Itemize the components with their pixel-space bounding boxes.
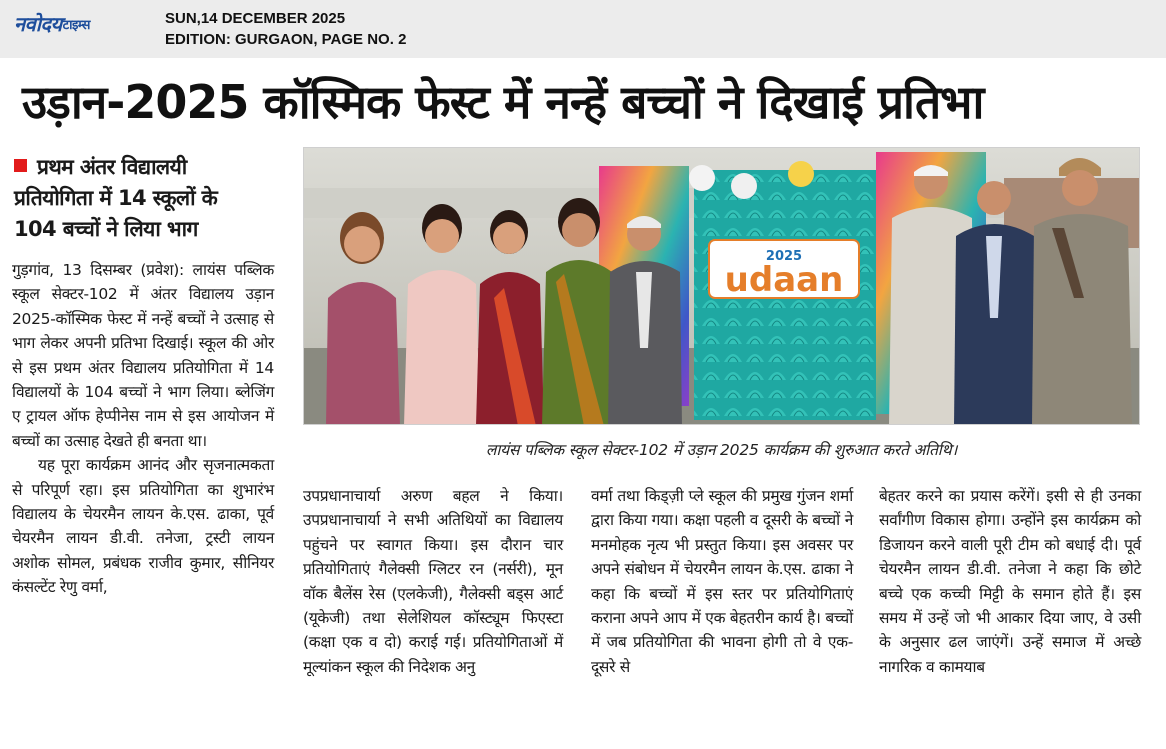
article-paragraph: उपप्रधानाचार्या अरुण बहल ने किया। उपप्रधानाचार्या ने सभी अतिथियों का विद्यालय पहुंचने पर स्वागत किया। इस दौरान चार प्रतियोगिताएं गैलेक्सी ग्लिटर रन (नर्सरी), मून वॉक बैलेंस रेस (एलकेजी), गैलेक्सी बड्स आर्ट (यूकेजी) तथा सेलेशियल कॉस्ट्यूम फिएस्टा (कक्षा एक व दो) कराई गई। प्रतियोगिताओं में मूल्यांकन स्कूल की निदेशक अनु [303,487,563,676]
article-column-4 [879,484,1141,679]
photo-caption: लायंस पब्लिक स्कूल सेक्टर-102 में उड़ान 2025 कार्यक्रम की शुरुआत करते अतिथि। [485,441,958,459]
article-subheadline [14,152,294,245]
red-bullet-icon [14,159,27,172]
subheadline-line: 104 बच्चों ने लिया भाग [14,217,198,241]
logo-sub-text: टाइम्स [62,18,90,33]
article-paragraph: यह पूरा कार्यक्रम आनंद और सृजनात्मकता से परिपूर्ण रहा। इस प्रतियोगिता का शुभारंभ विद्यालय के चेयरमैन लायन के.एस. ढाका, पूर्व चेयरमैन लायन डी.वी. तनेजा, ट्रस्टी लायन अशोक सोमल, प्रबंधक राजीव कुमार, सीनियर कंसल्टेंट रेणु वर्मा, [12,456,274,597]
article-column-2 [303,484,563,679]
event-photo-illustration [304,148,1140,425]
edition-info [165,8,406,50]
edition-date: SUN,14 DECEMBER 2025 [165,10,346,27]
article-column-1 [12,258,274,600]
edition-page: EDITION: GURGAON, PAGE NO. 2 [165,31,407,48]
banner-year: 2025 [765,249,803,264]
newspaper-logo[interactable] [14,10,90,37]
masthead-bar [0,0,1166,58]
article-headline: उड़ान-2025 कॉस्मिक फेस्ट में नन्हें बच्चों ने दिखाई प्रतिभा [22,75,984,129]
article-paragraph: बेहतर करने का प्रयास करेंगें। इसी से ही उनका सर्वांगीण विकास होगा। उन्होंने इस कार्यक्रम को डिजायन करने वाली पूरी टीम को बधाई दी। पूर्व चेयरमैन लायन डी.वी. तनेजा ने कहा कि छोटे बच्चे एक कच्ची मिट्टी के समान होते हैं। इस समय में उन्हें जो भी आकार दिया जाए, वे उसी के अनुसार ढल जाएंगें। उन्हें समाज में अच्छे नागरिक व कामयाब [879,487,1141,676]
subheadline-line: प्रथम अंतर विद्यालयी [37,155,187,179]
article-paragraph: गुड़गांव, 13 दिसम्बर (प्रवेश): लायंस पब्लिक स्कूल सेक्टर-102 में अंतर विद्यालय उड़ान 2025-कॉस्मिक फेस्ट में नन्हें बच्चों ने उत्साह से भाग लेकर अपनी प्रतिभा दिखाई। स्कूल की ओर से इस प्रथम अंतर विद्यालय प्रतियोगिता में 14 विद्यालयों के 104 बच्चों ने भाग लिया। ब्लेजिंग ए ट्रायल ऑफ हेप्पीनेस नाम से इस आयोजन में बच्चों का उत्साह देखते ही बनता था। [12,261,274,450]
event-photo [303,147,1140,425]
article-column-3 [591,484,853,679]
article-paragraph: वर्मा तथा किड्ज़ी प्ले स्कूल की प्रमुख गुंजन शर्मा द्वारा किया गया। कक्षा पहली व दूसरी के बच्चों ने मनमोहक नृत्य भी प्रस्तुत किया। इस अवसर पर अपने संबोधन में चेयरमैन लायन के.एस. ढाका ने कहा कि बच्चों में इस स्तर पर प्रतियोगिताएं कराना अपने आप में एक बेहतरीन कार्य है। बच्चों में जब प्रतियोगिता की भावना होगी तो वे एक-दूसरे से [591,487,853,676]
banner-text: udaan [724,260,844,300]
subheadline-line: प्रतियोगिता में 14 स्कूलों के [14,186,218,210]
logo-main-text: नवोदय [14,12,62,36]
